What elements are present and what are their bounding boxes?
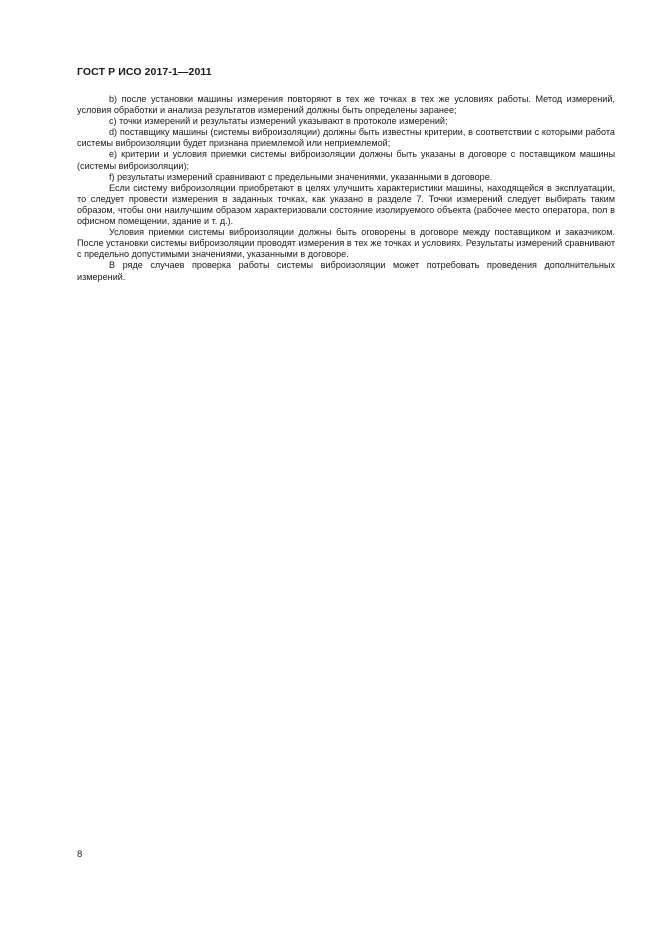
paragraph-list-item-e: е) критерии и условия приемки системы виброизоляции должны быть указаны в договоре с поставщиком машины (системы виброизоляции); <box>77 149 615 171</box>
paragraph-list-item-b: b) после установки машины измерения повторяют в тех же точках в тех же условиях работы. Метод измерений, условия обработки и анализа результатов измерений должны быть определены заранее; <box>77 94 615 116</box>
paragraph-retrofit: Если систему виброизоляции приобретают в целях улучшить характеристики машины, находящейся в эксплуатации, то следует провести измерения в заданных точках, как указано в разделе 7. Точки измерений следует выбирать таким образом, чтобы они наилучшим образом характеризовали состояние изолируемого объекта (рабочее место оператора, пол в офисном помещении, здание и т. д.). <box>77 182 615 227</box>
document-body <box>77 94 615 283</box>
document-header: ГОСТ Р ИСО 2017-1—2011 <box>77 66 212 78</box>
page-number: 8 <box>77 849 83 860</box>
paragraph-list-item-d: d) поставщику машины (системы виброизоляции) должны быть известны критерии, в соответствии с которыми работа системы виброизоляции будет признана приемлемой или неприемлемой; <box>77 127 615 149</box>
paragraph-acceptance: Условия приемки системы виброизоляции должны быть оговорены в договоре между поставщиком и заказчиком. После установки системы виброизоляции проводят измерения в тех же точках и условиях. Результаты измерений сравнивают с предельно допустимыми значениями, указанными в договоре. <box>77 227 615 260</box>
paragraph-additional: В ряде случаев проверка работы системы виброизоляции может потребовать проведения дополнительных измерений. <box>77 260 615 282</box>
paragraph-list-item-f: f) результаты измерений сравнивают с предельными значениями, указанными в договоре. <box>109 171 493 182</box>
paragraph-list-item-c: с) точки измерений и результаты измерений указывают в протоколе измерений; <box>109 116 448 127</box>
